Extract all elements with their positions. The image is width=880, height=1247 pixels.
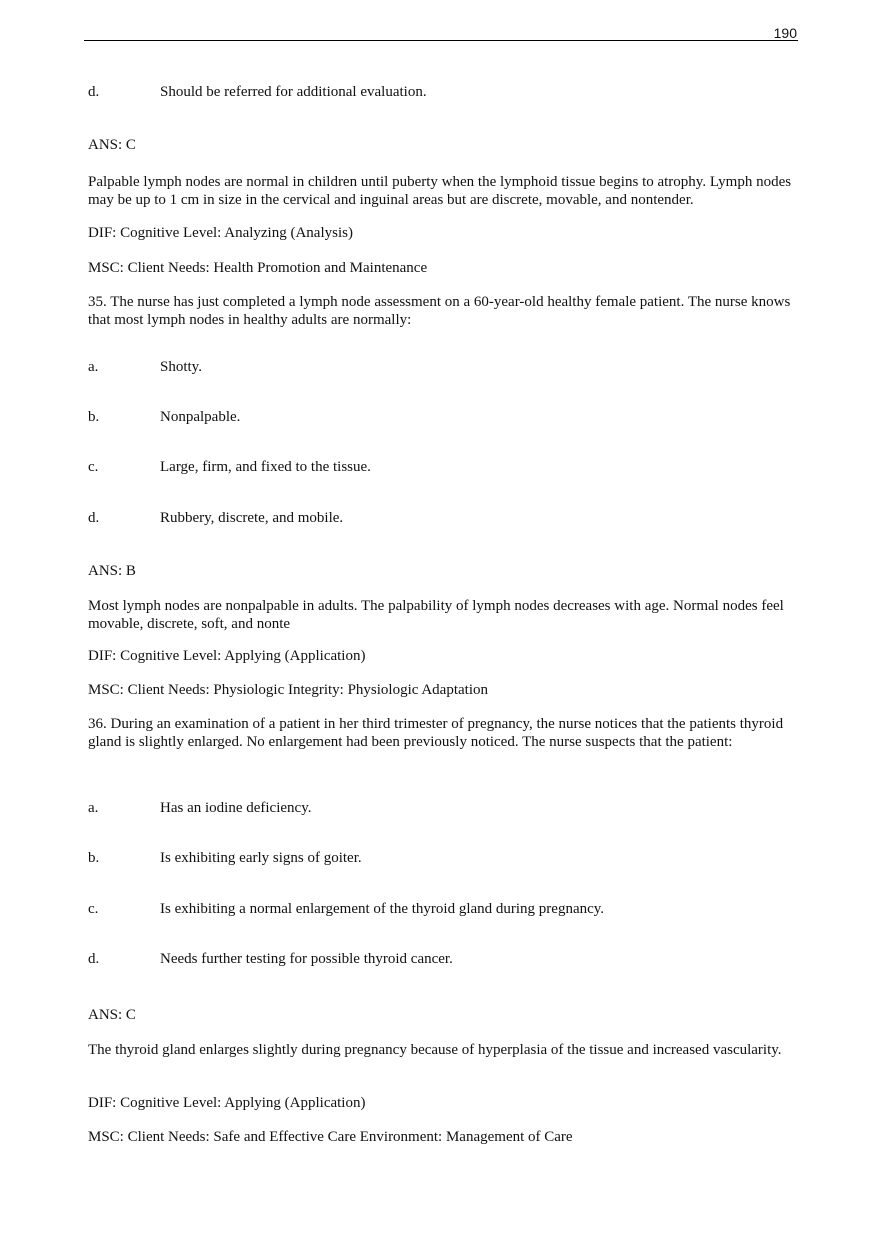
client-needs: MSC: Client Needs: Safe and Effective Care Environment: Management of Care (88, 1129, 573, 1145)
option-text: Large, firm, and fixed to the tissue. (160, 459, 371, 475)
option-text: Shotty. (160, 359, 202, 375)
client-needs: MSC: Client Needs: Physiologic Integrity: Physiologic Adaptation (88, 682, 488, 698)
option-letter: c. (88, 459, 99, 475)
option-letter: a. (88, 359, 99, 375)
option-letter: c. (88, 901, 99, 917)
rationale: Palpable lymph nodes are normal in children until puberty when the lymphoid tissue begins to atrophy. Lymph nodes may be up to 1 cm in size in the cervical and inguinal areas but are discrete, movable, and nontender. (88, 174, 792, 208)
answer-key: ANS: C (88, 1007, 136, 1023)
difficulty-level: DIF: Cognitive Level: Applying (Application) (88, 1095, 366, 1111)
option-text: Is exhibiting a normal enlargement of the thyroid gland during pregnancy. (160, 901, 605, 917)
answer-key: ANS: B (88, 563, 136, 579)
client-needs: MSC: Client Needs: Health Promotion and Maintenance (88, 260, 428, 276)
option-letter: d. (88, 84, 100, 100)
difficulty-level: DIF: Cognitive Level: Applying (Application) (88, 648, 366, 664)
difficulty-level: DIF: Cognitive Level: Analyzing (Analysis) (88, 225, 353, 241)
option-text: Is exhibiting early signs of goiter. (160, 850, 362, 866)
option-letter: a. (88, 800, 99, 816)
option-text: Needs further testing for possible thyroid cancer. (160, 951, 453, 967)
option-letter: b. (88, 850, 100, 866)
rationale: The thyroid gland enlarges slightly during pregnancy because of hyperplasia of the tissue and increased vascularity. (88, 1042, 782, 1058)
rationale: Most lymph nodes are nonpalpable in adults. The palpability of lymph nodes decreases with age. Normal nodes feel movable, discrete, soft, and nonte (88, 598, 784, 632)
option-text: Rubbery, discrete, and mobile. (160, 510, 344, 526)
question-stem: 35. The nurse has just completed a lymph node assessment on a 60-year-old healthy female patient. The nurse knows that most lymph nodes in healthy adults are normally: (88, 294, 791, 328)
option-text: Nonpalpable. (160, 409, 241, 425)
option-text: Should be referred for additional evaluation. (160, 84, 427, 100)
answer-key: ANS: C (88, 137, 136, 153)
option-letter: d. (88, 951, 100, 967)
option-text: Has an iodine deficiency. (160, 800, 312, 816)
header-divider (84, 40, 798, 41)
question-stem: 36. During an examination of a patient in her third trimester of pregnancy, the nurse notices that the patients thyroid gland is slightly enlarged. No enlargement had been previously noticed. The nurse suspects that the patient: (88, 716, 784, 750)
page-number: 190 (773, 25, 797, 41)
option-letter: d. (88, 510, 100, 526)
option-letter: b. (88, 409, 100, 425)
